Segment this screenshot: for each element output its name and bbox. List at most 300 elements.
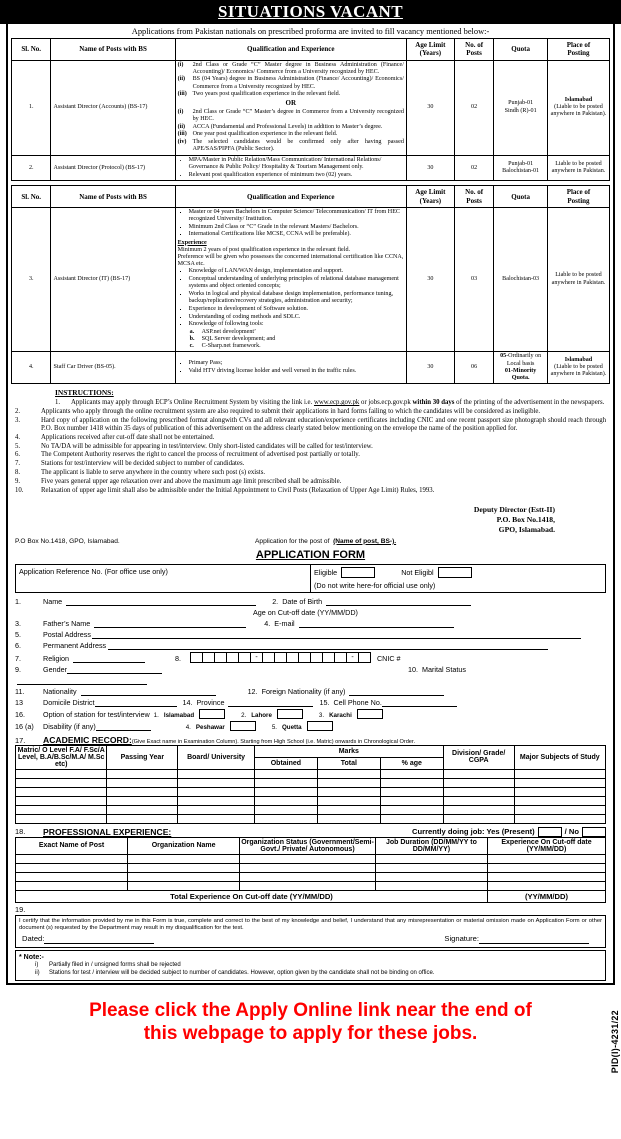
table-row[interactable] <box>16 863 606 872</box>
qual-marker: (i) <box>177 108 184 115</box>
signature-block <box>11 497 610 535</box>
academic-col-total: Total <box>317 757 380 769</box>
prof-col-job-duration: Job Duration (DD/MM/YY to DD/MM/YY) <box>375 837 487 854</box>
vacancy-table-2 <box>11 185 610 384</box>
cell[interactable] <box>375 881 487 890</box>
cell[interactable] <box>317 805 380 814</box>
row3-age: 30 <box>406 207 454 352</box>
note-title: * Note:- <box>19 953 44 961</box>
row4-post: Staff Car Driver (BS-05). <box>51 352 175 384</box>
cell[interactable] <box>16 805 107 814</box>
bullet-item: ▪ Understanding of coding methods and SDLC. <box>189 314 404 321</box>
cell[interactable] <box>514 787 605 796</box>
instruction-number: 7. <box>15 460 21 468</box>
eligible-checkbox[interactable] <box>341 567 375 578</box>
cell[interactable] <box>443 814 514 823</box>
col-age-line1: Age Limit <box>415 41 446 49</box>
col-post-name: Name of Posts with BS <box>51 39 175 61</box>
cell[interactable] <box>107 769 178 778</box>
field-12-number: 12. <box>247 686 258 696</box>
disability-input[interactable] <box>96 722 151 731</box>
qual-marker: (iii) <box>177 131 187 138</box>
row1-posts: 02 <box>454 60 493 155</box>
cell[interactable] <box>16 854 128 863</box>
cell[interactable] <box>443 805 514 814</box>
bullet-item: • MPA/Master in Public Relation/Mass Communication/ International Relations/ Governance & Public Policy/ Hospitality & Tourism Management only. <box>189 157 404 171</box>
quota-line1: Punjab-01 <box>508 100 534 107</box>
cell[interactable] <box>16 881 128 890</box>
instruction-item <box>55 399 606 407</box>
bullet-item: ▪ Valid HTV driving license holder and well versed in the traffic rules. <box>189 368 404 375</box>
station-quetta-checkbox[interactable] <box>307 721 333 731</box>
table-row[interactable] <box>16 769 606 778</box>
col-age-line1: Age Limit <box>415 188 446 197</box>
academic-record-heading <box>15 735 606 745</box>
row3-place: Liable to be posted anywhere in Pakistan. <box>547 207 609 352</box>
eligibility-line <box>314 567 602 578</box>
pid-reference: PID(I)-4231/22 <box>610 1010 620 1074</box>
cell[interactable] <box>380 778 443 787</box>
station-karachi-checkbox[interactable] <box>357 709 383 719</box>
apply-message-line-2: this webpage to apply for these jobs. <box>143 1023 478 1045</box>
cell[interactable] <box>514 769 605 778</box>
row4-qualification <box>175 352 406 384</box>
station-islamabad-checkbox[interactable] <box>199 709 225 719</box>
academic-col-major-subjects: Major Subjects of Study <box>514 745 605 769</box>
col-place-line1: Place of <box>566 41 591 49</box>
cell[interactable] <box>128 881 240 890</box>
instruction-number: 4. <box>15 433 21 441</box>
cell[interactable] <box>16 872 128 881</box>
row3-sl: 3. <box>12 207 51 352</box>
row2-quota <box>494 155 548 181</box>
bullet-item: ▪ Master or 04 years Bachelors in Computer Science/ Telecommunication/ IT from HEC recognized University/ Institution. <box>189 209 404 223</box>
cell[interactable] <box>16 863 128 872</box>
col-qualification: Qualification and Experience <box>175 39 406 61</box>
cell[interactable] <box>380 805 443 814</box>
currently-doing-job-label: Currently doing job: Yes (Present) <box>412 827 535 837</box>
tool-marker: a. <box>189 328 195 335</box>
note-box <box>15 950 606 981</box>
tool-text: SQL Server development; and <box>201 336 276 343</box>
field-9-number: 9. <box>15 664 21 674</box>
note-item-number: i) <box>35 961 39 968</box>
instr1-part-b: or jobs.ecp.gov.pk <box>359 399 413 407</box>
currently-job-yes-checkbox[interactable] <box>538 827 562 837</box>
station-1-number: 1. <box>153 711 159 719</box>
cell[interactable] <box>128 872 240 881</box>
dated-label: Dated: <box>22 934 45 944</box>
qual-text: Two years post qualification experience in the relevant field. <box>192 91 341 98</box>
cell[interactable] <box>240 872 376 881</box>
application-form-title: APPLICATION FORM <box>255 548 366 561</box>
cell[interactable] <box>514 814 605 823</box>
instruction-text: No TA/DA will be admissible for appearing in test/interview. Only short-listed candidates will be called for test/interview. <box>41 442 373 450</box>
cell[interactable] <box>487 881 605 890</box>
bullet-item: ▪ Knowledge of following tools: <box>189 321 404 328</box>
station-4-name: Peshawar <box>195 723 225 731</box>
total-experience-value: (YY/MM/DD) <box>487 890 605 902</box>
cell[interactable] <box>514 778 605 787</box>
cell[interactable] <box>178 796 255 805</box>
instruction-item <box>15 460 606 468</box>
instruction-text: Applicants who apply through the online recruitment system are also required to submit their applications in hard forms failing to which the candidates will be considered as ineligible. <box>41 407 541 415</box>
instruction-number: 10. <box>15 486 24 494</box>
row2-age: 30 <box>406 155 454 181</box>
cell[interactable] <box>107 778 178 787</box>
row3-post: Assistant Director (IT) (BS-17) <box>51 207 175 352</box>
cnic-dash: - <box>250 652 263 663</box>
academic-col-board: Board/ University <box>178 745 255 769</box>
application-for-post <box>255 538 396 545</box>
field-16-number: 16. <box>15 709 25 719</box>
cell[interactable] <box>380 787 443 796</box>
table-row <box>12 352 610 384</box>
eligible-label: Eligible <box>314 567 338 577</box>
row1-post: Assistant Director (Accounts) (BS-17) <box>51 60 175 155</box>
table-row[interactable] <box>16 881 606 890</box>
cell[interactable] <box>443 778 514 787</box>
cell[interactable] <box>375 854 487 863</box>
row4-quota <box>494 352 548 384</box>
disability-label: Disability (if any) <box>43 721 96 731</box>
cell[interactable] <box>317 787 380 796</box>
academic-col-division: Division/ Grade/ CGPA <box>443 745 514 769</box>
cell[interactable] <box>487 863 605 872</box>
qual-marker: (ii) <box>177 123 186 130</box>
postal-address-label: Postal Address <box>43 629 91 639</box>
instruction-item-1-wrap <box>55 399 606 407</box>
form-row-father-email <box>15 619 606 628</box>
marital-status-input[interactable] <box>17 676 147 685</box>
cell[interactable] <box>178 769 255 778</box>
cell[interactable] <box>240 881 376 890</box>
cell[interactable] <box>107 787 178 796</box>
instruction-text: Five years general upper age relaxation over and above the maximum age limit prescribed shall be admissible. <box>41 477 342 485</box>
po-box-row <box>11 535 610 545</box>
form-row-nationality <box>15 687 606 696</box>
col-place-line1: Place of <box>566 188 591 197</box>
application-form <box>11 564 610 983</box>
row3-posts: 03 <box>454 207 493 352</box>
vacancy-table-1 <box>11 38 610 181</box>
station-5-name: Quetta <box>281 723 302 731</box>
cell[interactable] <box>16 796 107 805</box>
permanent-address-label: Permanent Address <box>43 640 107 650</box>
qual-marker: (iv) <box>177 138 187 145</box>
cell[interactable] <box>107 796 178 805</box>
cnic-cell[interactable] <box>358 652 371 663</box>
table-row[interactable] <box>16 872 606 881</box>
row2-post: Assistant Director (Protocol) (BS-17) <box>51 155 175 181</box>
table-row[interactable] <box>16 778 606 787</box>
nationality-label: Nationality <box>43 686 77 696</box>
cell[interactable] <box>16 778 107 787</box>
qual-item <box>178 139 404 153</box>
row3-quota: Balochistan-03 <box>494 207 548 352</box>
qual-text: 2nd Class or Grade “C” Master degree in Business Administration (Finance/ Accounting)/ Economics/ Commerce from a University recognized by HEC. <box>192 61 404 75</box>
station-option-label: Option of station for test/interview <box>43 709 150 719</box>
col-age-line2: (Years) <box>419 49 442 58</box>
domicile-input[interactable] <box>95 698 177 707</box>
apply-message-line-1: Please click the Apply Online link near the end of <box>89 999 532 1021</box>
bullet-item: ▪ Primary Pass; <box>189 360 404 367</box>
nationality-input[interactable] <box>81 687 216 696</box>
dated-input[interactable] <box>44 935 154 944</box>
permanent-address-input[interactable] <box>108 641 548 650</box>
academic-col-exam: Matric/ O Level F.A/ F.Sc/A Level, B.A/B.Sc/M.A/ M.Sc etc) <box>16 745 107 769</box>
province-label: Province <box>196 697 225 707</box>
cell[interactable] <box>254 769 317 778</box>
station-4-number: 4. <box>185 723 191 731</box>
cell[interactable] <box>380 814 443 823</box>
row4-bullets <box>178 360 404 375</box>
col-no-of-posts <box>454 186 493 208</box>
field-7-number: 7. <box>15 653 21 663</box>
station-2-name: Lahore <box>251 711 272 719</box>
document-frame <box>6 24 615 983</box>
cell[interactable] <box>375 863 487 872</box>
certificate-text: I certify that the information provided by me in this Form is true, complete and correct to the best of my knowledge and belief, I understand that any misrepresentation or material omission made on Application Form or other document (s) requested by the Department may result in my disqualification for the test. <box>19 917 602 932</box>
instruction-text <box>71 399 606 407</box>
table-row[interactable] <box>16 787 606 796</box>
bullet-item: ▪ International Certifications like MCSE, CCNA will be preferable). <box>189 231 404 238</box>
domicile-label: Domicile District <box>43 697 95 707</box>
cell[interactable] <box>487 854 605 863</box>
qual-marker: (iii) <box>177 91 187 98</box>
cell[interactable] <box>254 778 317 787</box>
instructions-section <box>11 384 610 497</box>
reference-no-cell: Application Reference No. (For office use only) <box>16 564 311 592</box>
tool-text: ASP.net development’ <box>201 328 257 335</box>
professional-number: 18. <box>15 827 26 837</box>
signature-label: Signature: <box>444 934 479 944</box>
instruction-item <box>15 434 606 442</box>
qual-text: BS (04 Years) degree in Business Administration (Finance/ Accounting)/ Economics/ Commerce from a University recognized by HEC. <box>192 76 404 90</box>
cell[interactable] <box>254 787 317 796</box>
currently-job-separator: / No <box>564 827 579 837</box>
form-row-postal <box>15 630 606 639</box>
table-row <box>16 890 606 902</box>
cell[interactable] <box>443 796 514 805</box>
col-quota: Quota <box>494 186 548 208</box>
or-separator: OR <box>285 99 296 108</box>
place-rest: (Liable to be posted anywhere in Pakistan). <box>550 104 607 118</box>
po-box-address: P.O Box No.1418, GPO, Islamabad. <box>15 537 120 545</box>
col-post-name: Name of Posts with BS <box>51 186 175 208</box>
form-row-age-cutoff <box>15 608 606 617</box>
dob-label: Date of Birth <box>282 596 323 606</box>
cell[interactable] <box>514 796 605 805</box>
table-row[interactable] <box>16 854 606 863</box>
cell[interactable] <box>317 796 380 805</box>
cell[interactable] <box>254 805 317 814</box>
professional-title: PROFESSIONAL EXPERIENCE: <box>43 826 172 837</box>
row4-posts: 06 <box>454 352 493 384</box>
cell[interactable] <box>380 769 443 778</box>
field-8-number: 8. <box>174 653 181 663</box>
province-input[interactable] <box>228 698 313 707</box>
cell[interactable] <box>317 769 380 778</box>
place-bold: Islamabad <box>564 96 593 103</box>
experience-heading: Experience <box>177 239 207 246</box>
cell[interactable] <box>178 778 255 787</box>
tool-text: C-Sharp.net framework. <box>201 343 261 350</box>
instruction-number: 9. <box>15 477 21 485</box>
field-11-number: 11. <box>15 686 25 696</box>
bullet-item: ▪ Minimum 2nd Class or “C” Grade in the relevant Masters/ Bachelors. <box>189 224 404 231</box>
col-age-line2: (Years) <box>419 196 442 205</box>
col-quota: Quota <box>494 39 548 61</box>
name-input[interactable] <box>66 597 256 606</box>
qual-item <box>178 109 404 123</box>
cell[interactable] <box>16 787 107 796</box>
row2-qualification <box>175 155 406 181</box>
cell[interactable] <box>375 872 487 881</box>
row3-tools-list <box>178 329 404 351</box>
note-item <box>35 962 602 970</box>
qual-item <box>178 131 404 138</box>
cell[interactable] <box>178 814 255 823</box>
station-3-name: Karachi <box>329 711 352 719</box>
currently-job-no-checkbox[interactable] <box>582 827 606 837</box>
cell[interactable] <box>254 796 317 805</box>
col-qualification: Qualification and Experience <box>175 186 406 208</box>
note-item <box>35 970 602 978</box>
qual-item <box>178 91 404 98</box>
table-header-row <box>16 745 606 757</box>
qual-marker: (ii) <box>177 76 186 83</box>
instruction-item <box>15 451 606 459</box>
father-name-label: Father’s Name <box>43 618 91 628</box>
instr1-bold: within 30 days <box>412 399 455 407</box>
foreign-nationality-input[interactable] <box>349 687 444 696</box>
father-name-input[interactable] <box>94 619 246 628</box>
row1-quota <box>494 60 548 155</box>
field-15-number: 15. <box>319 697 330 707</box>
cell-phone-label: Cell Phone No. <box>333 697 382 707</box>
table-header-row <box>12 186 610 208</box>
col-place-of-posting <box>547 39 609 61</box>
gender-input[interactable] <box>67 665 162 674</box>
form-row-domicile-province-cell <box>15 698 606 707</box>
col-sl-no: Sl. No. <box>12 39 51 61</box>
prof-col-organization: Organization Name <box>128 837 240 854</box>
qual-item <box>178 62 404 76</box>
quota-bold-1: 05 <box>500 353 507 360</box>
cell[interactable] <box>487 872 605 881</box>
bullet-item: ▪ Knowledge of LAN/WAN design, implementation and support. <box>189 268 404 275</box>
instruction-number: 2. <box>15 407 21 415</box>
cell[interactable] <box>380 796 443 805</box>
station-2-number: 2. <box>241 711 247 719</box>
qual-item <box>178 76 404 90</box>
ecp-website-link[interactable]: www.ecp.gov.pk <box>313 399 360 407</box>
col-no-line2: Posts <box>466 196 482 205</box>
row3-qualification <box>175 207 406 352</box>
cnic-input-grid[interactable] <box>191 652 371 663</box>
cell[interactable] <box>443 787 514 796</box>
signature-input[interactable] <box>479 935 589 944</box>
row2-posts: 02 <box>454 155 493 181</box>
station-1-name: Islamabad <box>163 711 195 719</box>
cell[interactable] <box>240 854 376 863</box>
academic-col-marks: Marks <box>254 745 443 757</box>
row1-qual-list-a <box>178 62 404 99</box>
instruction-text: Applications received after cut-off date shall not be entertained. <box>41 433 215 441</box>
table-row <box>12 60 610 155</box>
col-sl-no: Sl. No. <box>12 186 51 208</box>
instruction-number: 1. <box>55 399 61 407</box>
cell[interactable] <box>107 805 178 814</box>
tool-item <box>190 343 404 350</box>
station-peshawar-checkbox[interactable] <box>230 721 256 731</box>
place-bold: Islamabad <box>564 357 593 364</box>
academic-number: 17. <box>15 735 26 745</box>
signature-line-2: P.O. Box No.1418, <box>496 515 555 525</box>
row1-qualification <box>175 60 406 155</box>
row1-sl: 1. <box>12 60 51 155</box>
cell[interactable] <box>317 814 380 823</box>
note-item-number: ii) <box>35 969 40 976</box>
table-row[interactable] <box>16 814 606 823</box>
dob-input[interactable] <box>326 597 471 606</box>
cell[interactable] <box>240 863 376 872</box>
instruction-item <box>15 408 606 416</box>
station-lahore-checkbox[interactable] <box>277 709 303 719</box>
cell[interactable] <box>128 854 240 863</box>
table-row[interactable] <box>16 805 606 814</box>
religion-input[interactable] <box>73 654 145 663</box>
form-row-marital-line <box>15 676 606 685</box>
cell-phone-input[interactable] <box>382 698 457 707</box>
not-eligible-checkbox[interactable] <box>438 567 472 578</box>
quota-line2: Sindh (R)-01 <box>504 107 537 114</box>
col-no-line2: Posts <box>466 49 482 58</box>
cell[interactable] <box>317 778 380 787</box>
instruction-number: 8. <box>15 468 21 476</box>
certificate-number: 19. <box>15 904 26 914</box>
academic-col-percentage: % age <box>380 757 443 769</box>
table-header-row <box>12 39 610 61</box>
row1-age: 30 <box>406 60 454 155</box>
header-subtitle: Applications from Pakistan nationals on prescribed proforma are invited to fill vacancy mentioned below:- <box>131 27 490 36</box>
cell[interactable] <box>178 787 255 796</box>
qual-text: One year post qualification experience in the relevant field. <box>192 131 338 138</box>
email-input[interactable] <box>299 619 454 628</box>
cell[interactable] <box>178 805 255 814</box>
cell[interactable] <box>443 769 514 778</box>
table-row <box>12 155 610 181</box>
cell[interactable] <box>128 863 240 872</box>
postal-address-input[interactable] <box>92 630 581 639</box>
academic-col-passing-year: Passing Year <box>107 745 178 769</box>
cell[interactable] <box>514 805 605 814</box>
station-3-number: 3. <box>318 711 325 719</box>
row4-age: 30 <box>406 352 454 384</box>
cell[interactable] <box>107 814 178 823</box>
signature-line-3: GPO, Islamabad. <box>498 525 555 534</box>
cell[interactable] <box>254 814 317 823</box>
academic-record-table <box>15 745 606 824</box>
instruction-number: 3. <box>15 416 21 424</box>
experience-text-1: Minimum 2 years of post qualification experience in the relevant field. <box>177 246 351 253</box>
qual-text: ACCA (Fundamental and Professional Levels) in addition to Master’s degree. <box>192 123 383 130</box>
cell[interactable] <box>16 769 107 778</box>
table-row[interactable] <box>16 796 606 805</box>
cell[interactable] <box>16 814 107 823</box>
form-row-gender-marital <box>15 665 606 674</box>
